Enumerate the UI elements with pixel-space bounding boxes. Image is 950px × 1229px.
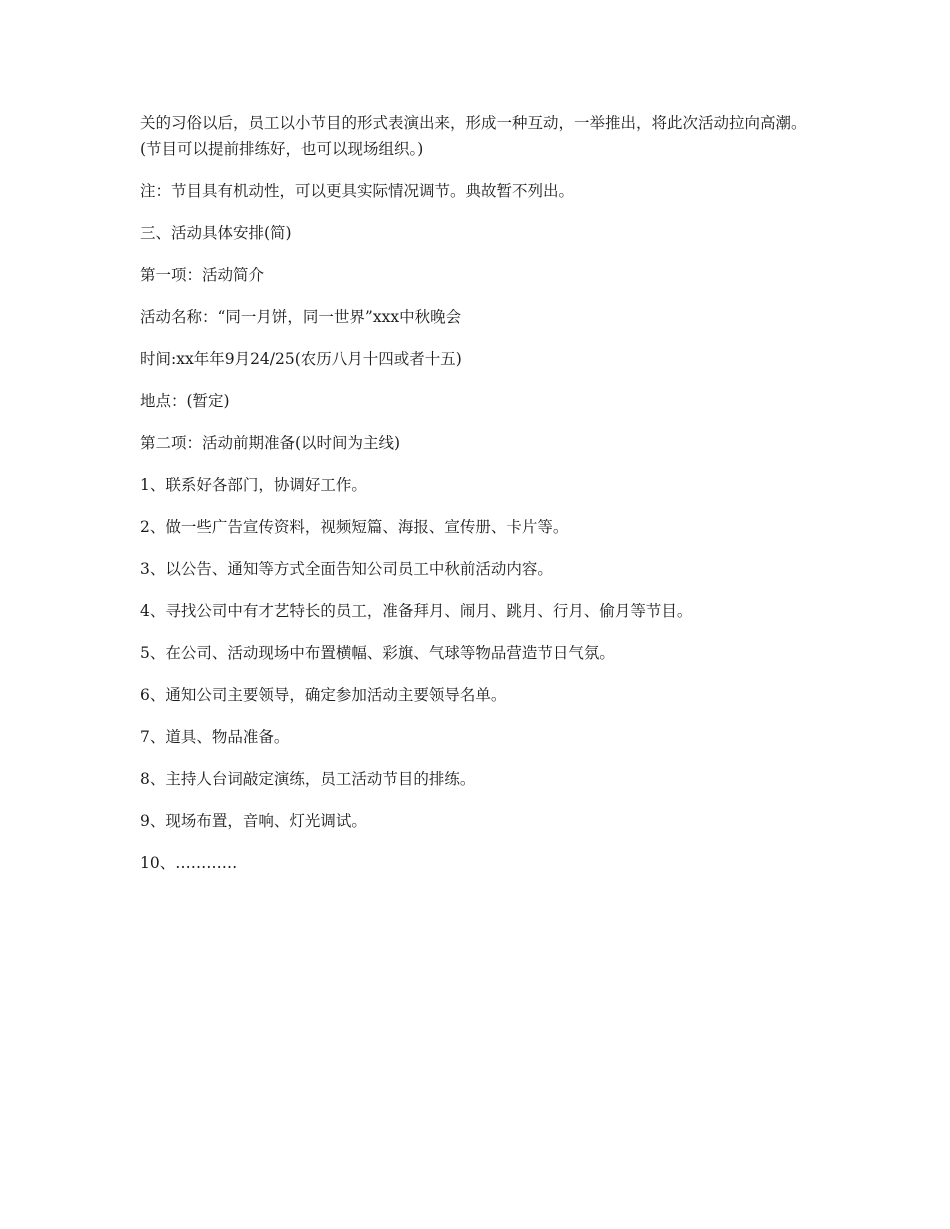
intro-paragraph: 关的习俗以后，员工以小节目的形式表演出来，形成一种互动，一举推出，将此次活动拉向高潮。(节目可以提前排练好，也可以现场组织。) [140, 114, 807, 158]
item2-heading: 第二项：活动前期准备(以时间为主线) [140, 434, 401, 452]
section-heading: 三、活动具体安排(简) [140, 224, 292, 242]
location-line: 地点：(暂定) [140, 392, 230, 410]
prep-item: 6、通知公司主要领导，确定参加活动主要领导名单。 [140, 686, 507, 704]
time-line: 时间:xx年年9月24/25(农历八月十四或者十五) [140, 350, 462, 368]
prep-item: 10、………… [140, 854, 238, 872]
prep-item: 1、联系好各部门，协调好工作。 [140, 476, 367, 494]
prep-item: 4、寻找公司中有才艺特长的员工，准备拜月、闹月、跳月、行月、偷月等节目。 [140, 602, 693, 620]
item1-heading: 第一项：活动简介 [140, 266, 265, 284]
prep-item: 7、道具、物品准备。 [140, 728, 290, 746]
prep-item: 8、主持人台词敲定演练，员工活动节目的排练。 [140, 770, 476, 788]
prep-item: 2、做一些广告宣传资料，视频短篇、海报、宣传册、卡片等。 [140, 518, 569, 536]
note-line: 注：节目具有机动性，可以更具实际情况调节。典故暂不列出。 [140, 182, 575, 200]
prep-item: 9、现场布置，音响、灯光调试。 [140, 812, 367, 830]
prep-item: 5、在公司、活动现场中布置横幅、彩旗、气球等物品营造节日气氛。 [140, 644, 615, 662]
prep-item: 3、以公告、通知等方式全面告知公司员工中秋前活动内容。 [140, 560, 553, 578]
activity-name-line: 活动名称：“同一月饼，同一世界”xxx中秋晚会 [140, 308, 462, 326]
document-body [140, 110, 820, 892]
